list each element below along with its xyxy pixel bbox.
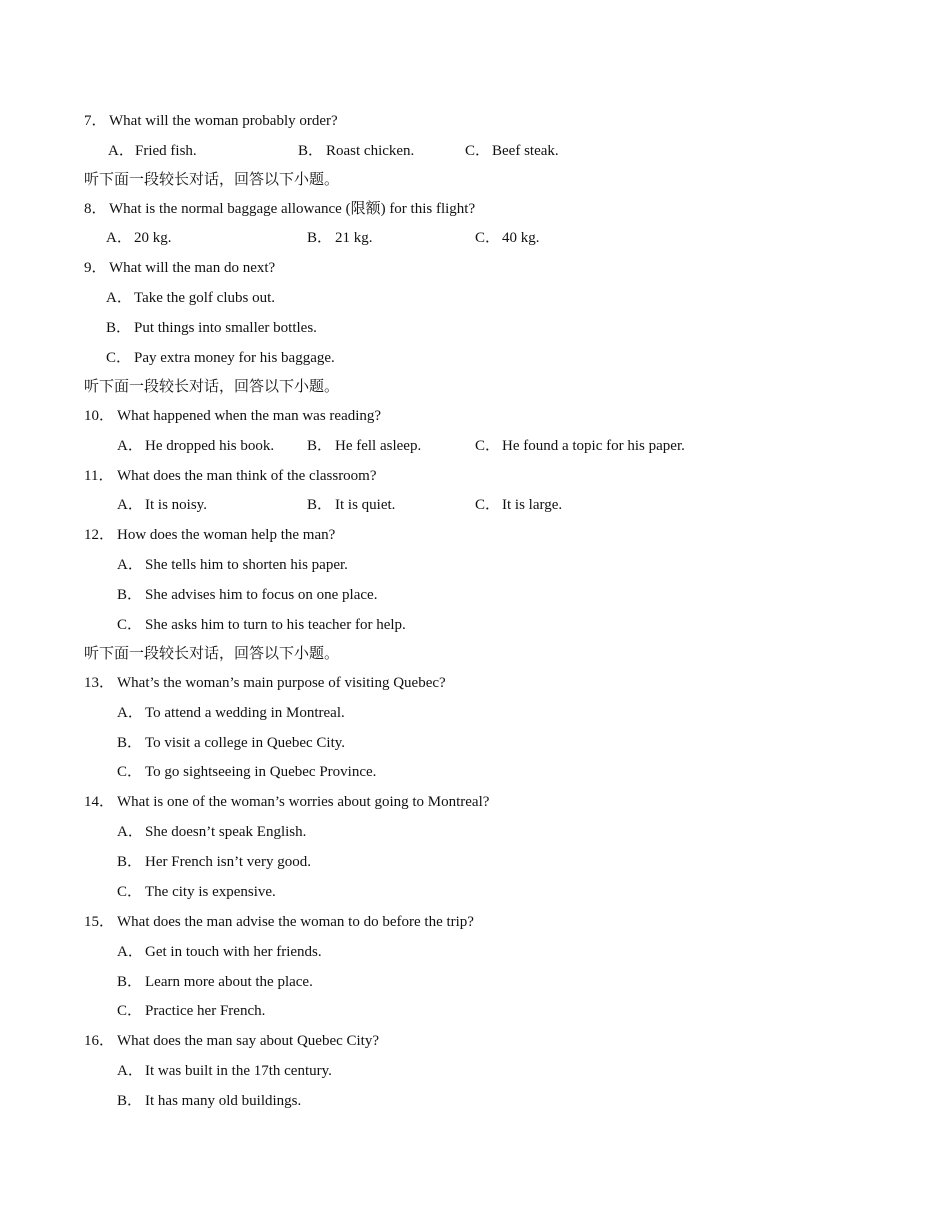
option-c: Beef steak. [492,143,559,159]
option-b: It has many old buildings. [145,1093,302,1109]
option-c-label: C． [117,1003,143,1019]
question-10-options [0,435,900,457]
question-text: What is one of the woman’s worries about going to Montreal? [117,794,490,810]
question-15-option-a [0,941,900,963]
question-7 [0,110,900,132]
option-a-label: A． [117,944,143,960]
option-b: She advises him to focus on one place. [145,587,378,603]
section-heading-text: 听下面一段较长对话，回答以下小题。 [84,379,340,395]
question-number: 8． [84,201,107,217]
option-b: It is quiet. [335,497,396,513]
question-number: 13． [84,675,115,691]
question-9-option-c [0,347,900,369]
option-a-label: A． [108,143,134,159]
option-b-label: B． [307,230,333,246]
question-13 [0,672,900,694]
question-14-option-b [0,851,900,873]
question-number: 14． [84,794,115,810]
option-b-label: B． [298,143,324,159]
question-text: What does the man advise the woman to do before the trip? [117,914,474,930]
option-c-label: C． [117,617,143,633]
question-9 [0,257,900,279]
question-text: What’s the woman’s main purpose of visiting Quebec? [117,675,446,691]
question-11 [0,465,900,487]
option-c-label: C． [117,884,143,900]
option-a: Fried fish. [135,143,197,159]
question-text: What does the man say about Quebec City? [117,1033,380,1049]
option-b: To visit a college in Quebec City. [145,735,346,751]
option-a: Take the golf clubs out. [134,290,275,306]
option-c: Practice her French. [145,1003,266,1019]
question-number: 9． [84,260,107,276]
question-14-option-a [0,821,900,843]
option-b-label: B． [117,854,143,870]
question-13-option-a [0,702,900,724]
option-c-label: C． [475,438,501,454]
question-12-option-b [0,584,900,606]
option-c-label: C． [475,230,501,246]
option-c: To go sightseeing in Quebec Province. [145,764,377,780]
question-16 [0,1030,900,1052]
question-12-option-c [0,614,900,636]
question-16-option-b [0,1090,900,1112]
question-number: 15． [84,914,115,930]
option-b: Her French isn’t very good. [145,854,311,870]
option-b: Learn more about the place. [145,974,313,990]
option-a-label: A． [117,497,143,513]
option-b: He fell asleep. [335,438,422,454]
option-a: She doesn’t speak English. [145,824,307,840]
option-a: She tells him to shorten his paper. [145,557,348,573]
question-10 [0,405,900,427]
question-7-options [0,140,900,162]
section-heading [0,643,900,665]
option-c: He found a topic for his paper. [502,438,685,454]
question-text: What will the woman probably order? [109,113,338,129]
question-9-option-a [0,287,900,309]
option-a-label: A． [117,705,143,721]
option-c: It is large. [502,497,563,513]
option-b-label: B． [117,587,143,603]
question-number: 10． [84,408,115,424]
question-number: 7． [84,113,107,129]
question-12 [0,524,900,546]
option-a-label: A． [117,1063,143,1079]
question-number: 12． [84,527,115,543]
question-15-option-b [0,971,900,993]
question-text: What happened when the man was reading? [117,408,382,424]
option-c-label: C． [117,764,143,780]
option-a: He dropped his book. [145,438,275,454]
question-9-option-b [0,317,900,339]
option-c-label: C． [475,497,501,513]
question-text: What is the normal baggage allowance (限额) for this flight? [109,201,476,217]
option-a: 20 kg. [134,230,172,246]
option-b-label: B． [117,974,143,990]
option-a: Get in touch with her friends. [145,944,322,960]
option-a-label: A． [117,824,143,840]
option-c: She asks him to turn to his teacher for help. [145,617,406,633]
question-13-option-c [0,761,900,783]
option-a-label: A． [106,290,132,306]
question-12-option-a [0,554,900,576]
question-number: 11． [84,468,114,484]
option-a: It is noisy. [145,497,207,513]
option-b-label: B． [307,438,333,454]
section-heading [0,376,900,398]
question-text: How does the woman help the man? [117,527,336,543]
option-a-label: A． [117,438,143,454]
question-14 [0,791,900,813]
option-b: Put things into smaller bottles. [134,320,317,336]
option-c-label: C． [106,350,132,366]
option-b-label: B． [307,497,333,513]
question-14-option-c [0,881,900,903]
option-c-label: C． [465,143,491,159]
question-8 [0,198,900,220]
question-text: What does the man think of the classroom? [117,468,377,484]
option-b-label: B． [117,735,143,751]
question-text: What will the man do next? [109,260,276,276]
question-13-option-b [0,732,900,754]
option-a-label: A． [106,230,132,246]
section-heading-text: 听下面一段较长对话，回答以下小题。 [84,172,340,188]
question-number: 16． [84,1033,115,1049]
option-b: Roast chicken. [326,143,415,159]
question-11-options [0,494,900,516]
section-heading-text: 听下面一段较长对话，回答以下小题。 [84,646,340,662]
option-b-label: B． [106,320,132,336]
section-heading [0,169,900,191]
option-b: 21 kg. [335,230,373,246]
option-c: 40 kg. [502,230,540,246]
question-15 [0,911,900,933]
option-a: It was built in the 17th century. [145,1063,332,1079]
question-15-option-c [0,1000,900,1022]
question-8-options [0,227,900,249]
option-c: Pay extra money for his baggage. [134,350,335,366]
option-a: To attend a wedding in Montreal. [145,705,345,721]
question-16-option-a [0,1060,900,1082]
option-b-label: B． [117,1093,143,1109]
option-a-label: A． [117,557,143,573]
option-c: The city is expensive. [145,884,276,900]
